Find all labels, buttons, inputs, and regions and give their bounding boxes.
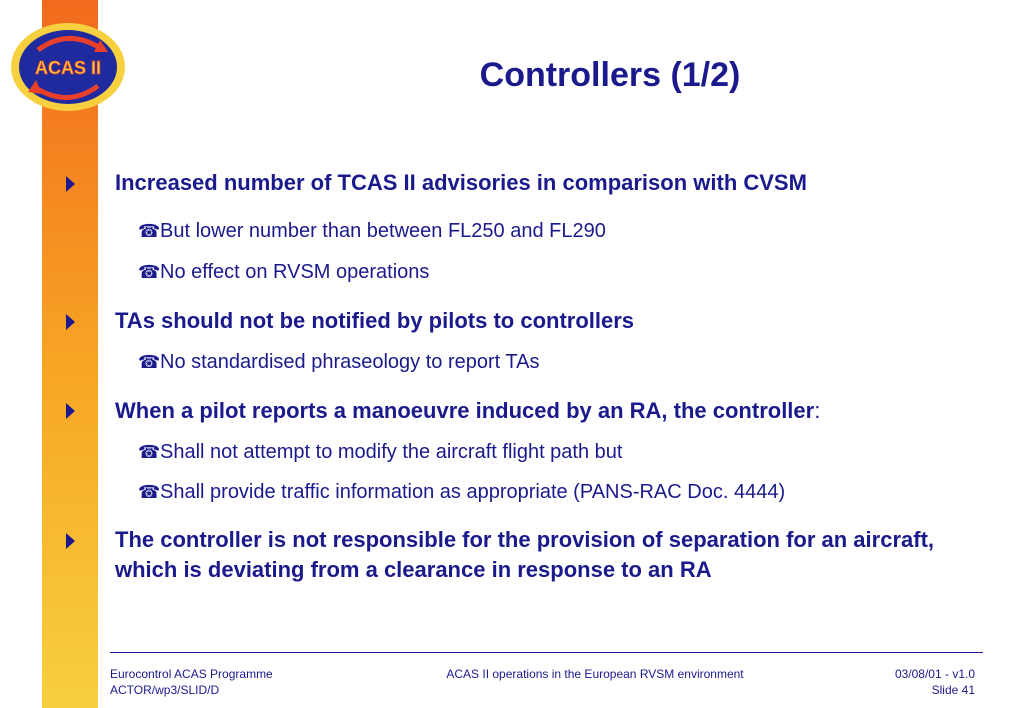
footer-slide-number: Slide 41 xyxy=(931,683,975,697)
footer-date-version: 03/08/01 - v1.0 xyxy=(894,667,975,681)
telephone-icon: ☎ xyxy=(138,262,161,282)
telephone-icon: ☎ xyxy=(138,442,161,462)
footer-presentation-title: ACAS II operations in the European RVSM environment xyxy=(446,667,744,681)
telephone-icon: ☎ xyxy=(138,352,161,372)
telephone-icon: ☎ xyxy=(138,221,161,241)
footer-divider xyxy=(110,652,983,653)
triangle-right-icon xyxy=(66,533,75,549)
bullet-item: TAs should not be notified by pilots to controllers xyxy=(115,308,635,333)
sub-item: ☎No effect on RVSM operations xyxy=(138,261,430,283)
slide-title: Controllers (1/2) xyxy=(479,56,741,94)
sub-item: ☎Shall not attempt to modify the aircraft flight path but xyxy=(138,441,623,463)
bullet-item: Increased number of TCAS II advisories in comparison with CVSM xyxy=(115,170,807,195)
footer-center xyxy=(360,666,830,682)
sub-item: ☎No standardised phraseology to report TAs xyxy=(138,351,540,373)
footer-programme: Eurocontrol ACAS Programme xyxy=(110,667,273,681)
sub-item: ☎Shall provide traffic information as appropriate (PANS-RAC Doc. 4444) xyxy=(138,481,786,503)
triangle-right-icon xyxy=(66,403,75,419)
footer-left xyxy=(110,666,273,698)
sub-item: ☎But lower number than between FL250 and FL290 xyxy=(138,220,606,242)
logo-text: ACAS II xyxy=(34,58,102,78)
triangle-right-icon xyxy=(66,176,75,192)
footer-right xyxy=(800,666,975,698)
bullet-item: When a pilot reports a manoeuvre induced by an RA, the controller: xyxy=(115,398,821,423)
telephone-icon: ☎ xyxy=(138,482,161,502)
bullet-item: The controller is not responsible for the provision of separation for an aircraft, which is deviating from a clearance in response to an RA xyxy=(115,527,935,582)
footer-document-id: ACTOR/wp3/SLID/D xyxy=(110,683,220,697)
triangle-right-icon xyxy=(66,314,75,330)
